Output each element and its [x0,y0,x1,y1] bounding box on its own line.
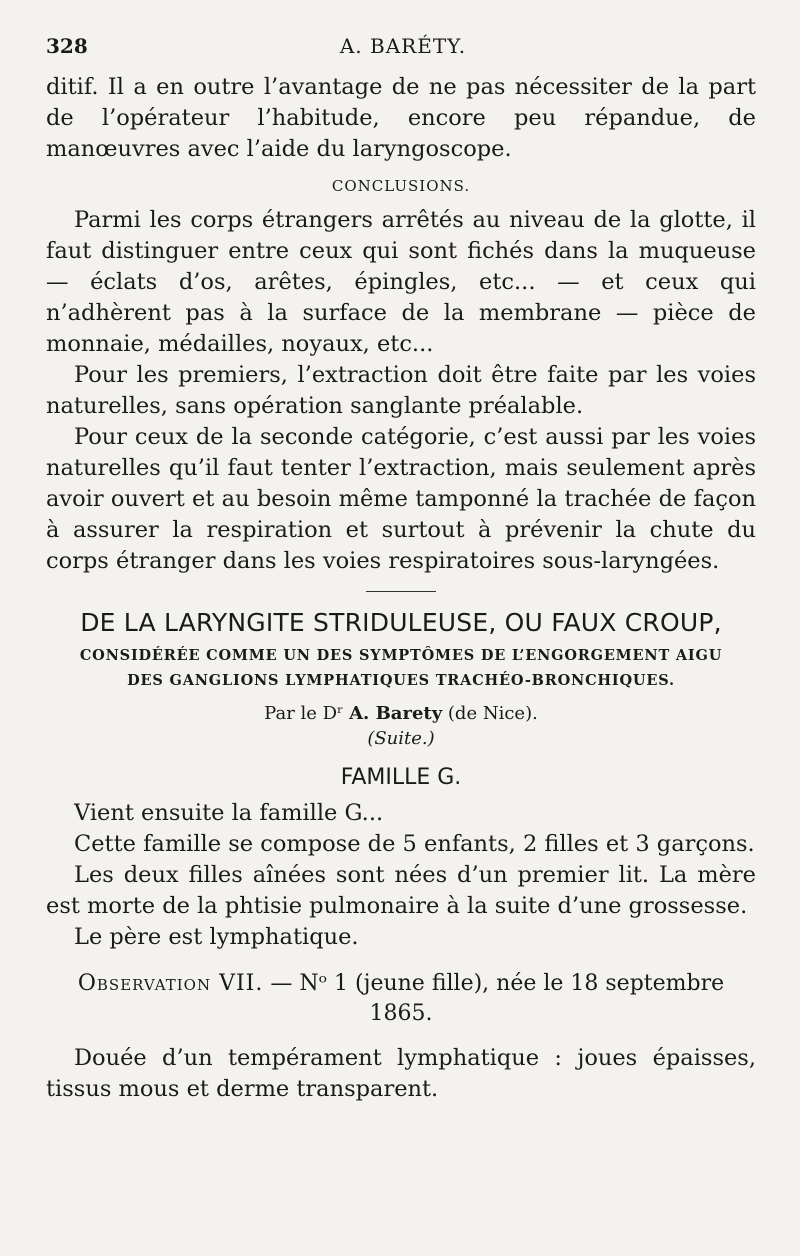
paragraph: ditif. Il a en outre l’avantage de ne pas nécessiter de la part de l’opérateur l’habitude, encore peu répandue, de manœuvres avec l’aide du laryngoscope. [46,74,756,162]
paragraph: Cette famille se compose de 5 enfants, 2 filles et 3 garçons. [74,831,755,857]
paragraph: Parmi les corps étrangers arrêtés au niveau de la glotte, il faut distinguer entre ceux qui sont fichés dans la muqueuse — éclats d’os, arêtes, épingles, etc... — et ceux qui n’adhèrent pas à la surface de la membrane — pièce de monnaie, médailles, noyaux, etc... [46,207,756,357]
paragraph: Les deux filles aînées sont nées d’un premier lit. La mère est morte de la phtisie pulmonaire à la suite d’une grossesse. [46,862,756,919]
paragraph: Le père est lymphatique. [74,924,359,950]
page-header [46,34,760,64]
byline-suffix: (de Nice). [447,703,538,724]
observation-label: Observation VII. [77,971,264,996]
article-title: DE LA LARYNGITE STRIDULEUSE, OU FAUX CROUP, [80,608,722,637]
byline [46,703,756,724]
observation-detail: — Nᵒ 1 (jeune fille), née le 18 septembre [270,971,725,996]
observation-heading [46,969,756,1029]
page-number: 328 [46,34,88,58]
byline-prefix: Par le Dʳ [264,703,344,724]
section-divider [366,591,436,592]
article-subtitle-line1: CONSIDÉRÉE COMME UN DES SYMPTÔMES DE L’ENGORGEMENT AIGU [79,647,723,664]
article-subtitle-line2: DES GANGLIONS LYMPHATIQUES TRACHÉO-BRONCHIQUES. [127,672,675,689]
page-body [46,72,756,1105]
author-name: A. Barety [349,703,443,724]
paragraph: Pour les premiers, l’extraction doit être faite par les voies naturelles, sans opération sanglante préalable. [46,362,756,419]
observation-year: 1865. [369,1001,433,1026]
paragraph: Douée d’un tempérament lymphatique : joues épaisses, tissus mous et derme transparent. [46,1045,756,1102]
running-title: A. BARÉTY. [339,34,467,58]
family-heading: FAMILLE G. [340,765,462,790]
paragraph: Pour ceux de la seconde catégorie, c’est aussi par les voies naturelles qu’il faut tenter l’extraction, mais seulement après avoir ouvert et au besoin même tamponné la trachée de façon à assurer la respiration et surtout à prévenir la chute du corps étranger dans les voies respiratoires sous-laryngées. [46,424,756,574]
paragraph: Vient ensuite la famille G... [74,800,384,826]
conclusions-heading: CONCLUSIONS. [331,177,471,195]
suite-label: (Suite.) [367,728,435,749]
